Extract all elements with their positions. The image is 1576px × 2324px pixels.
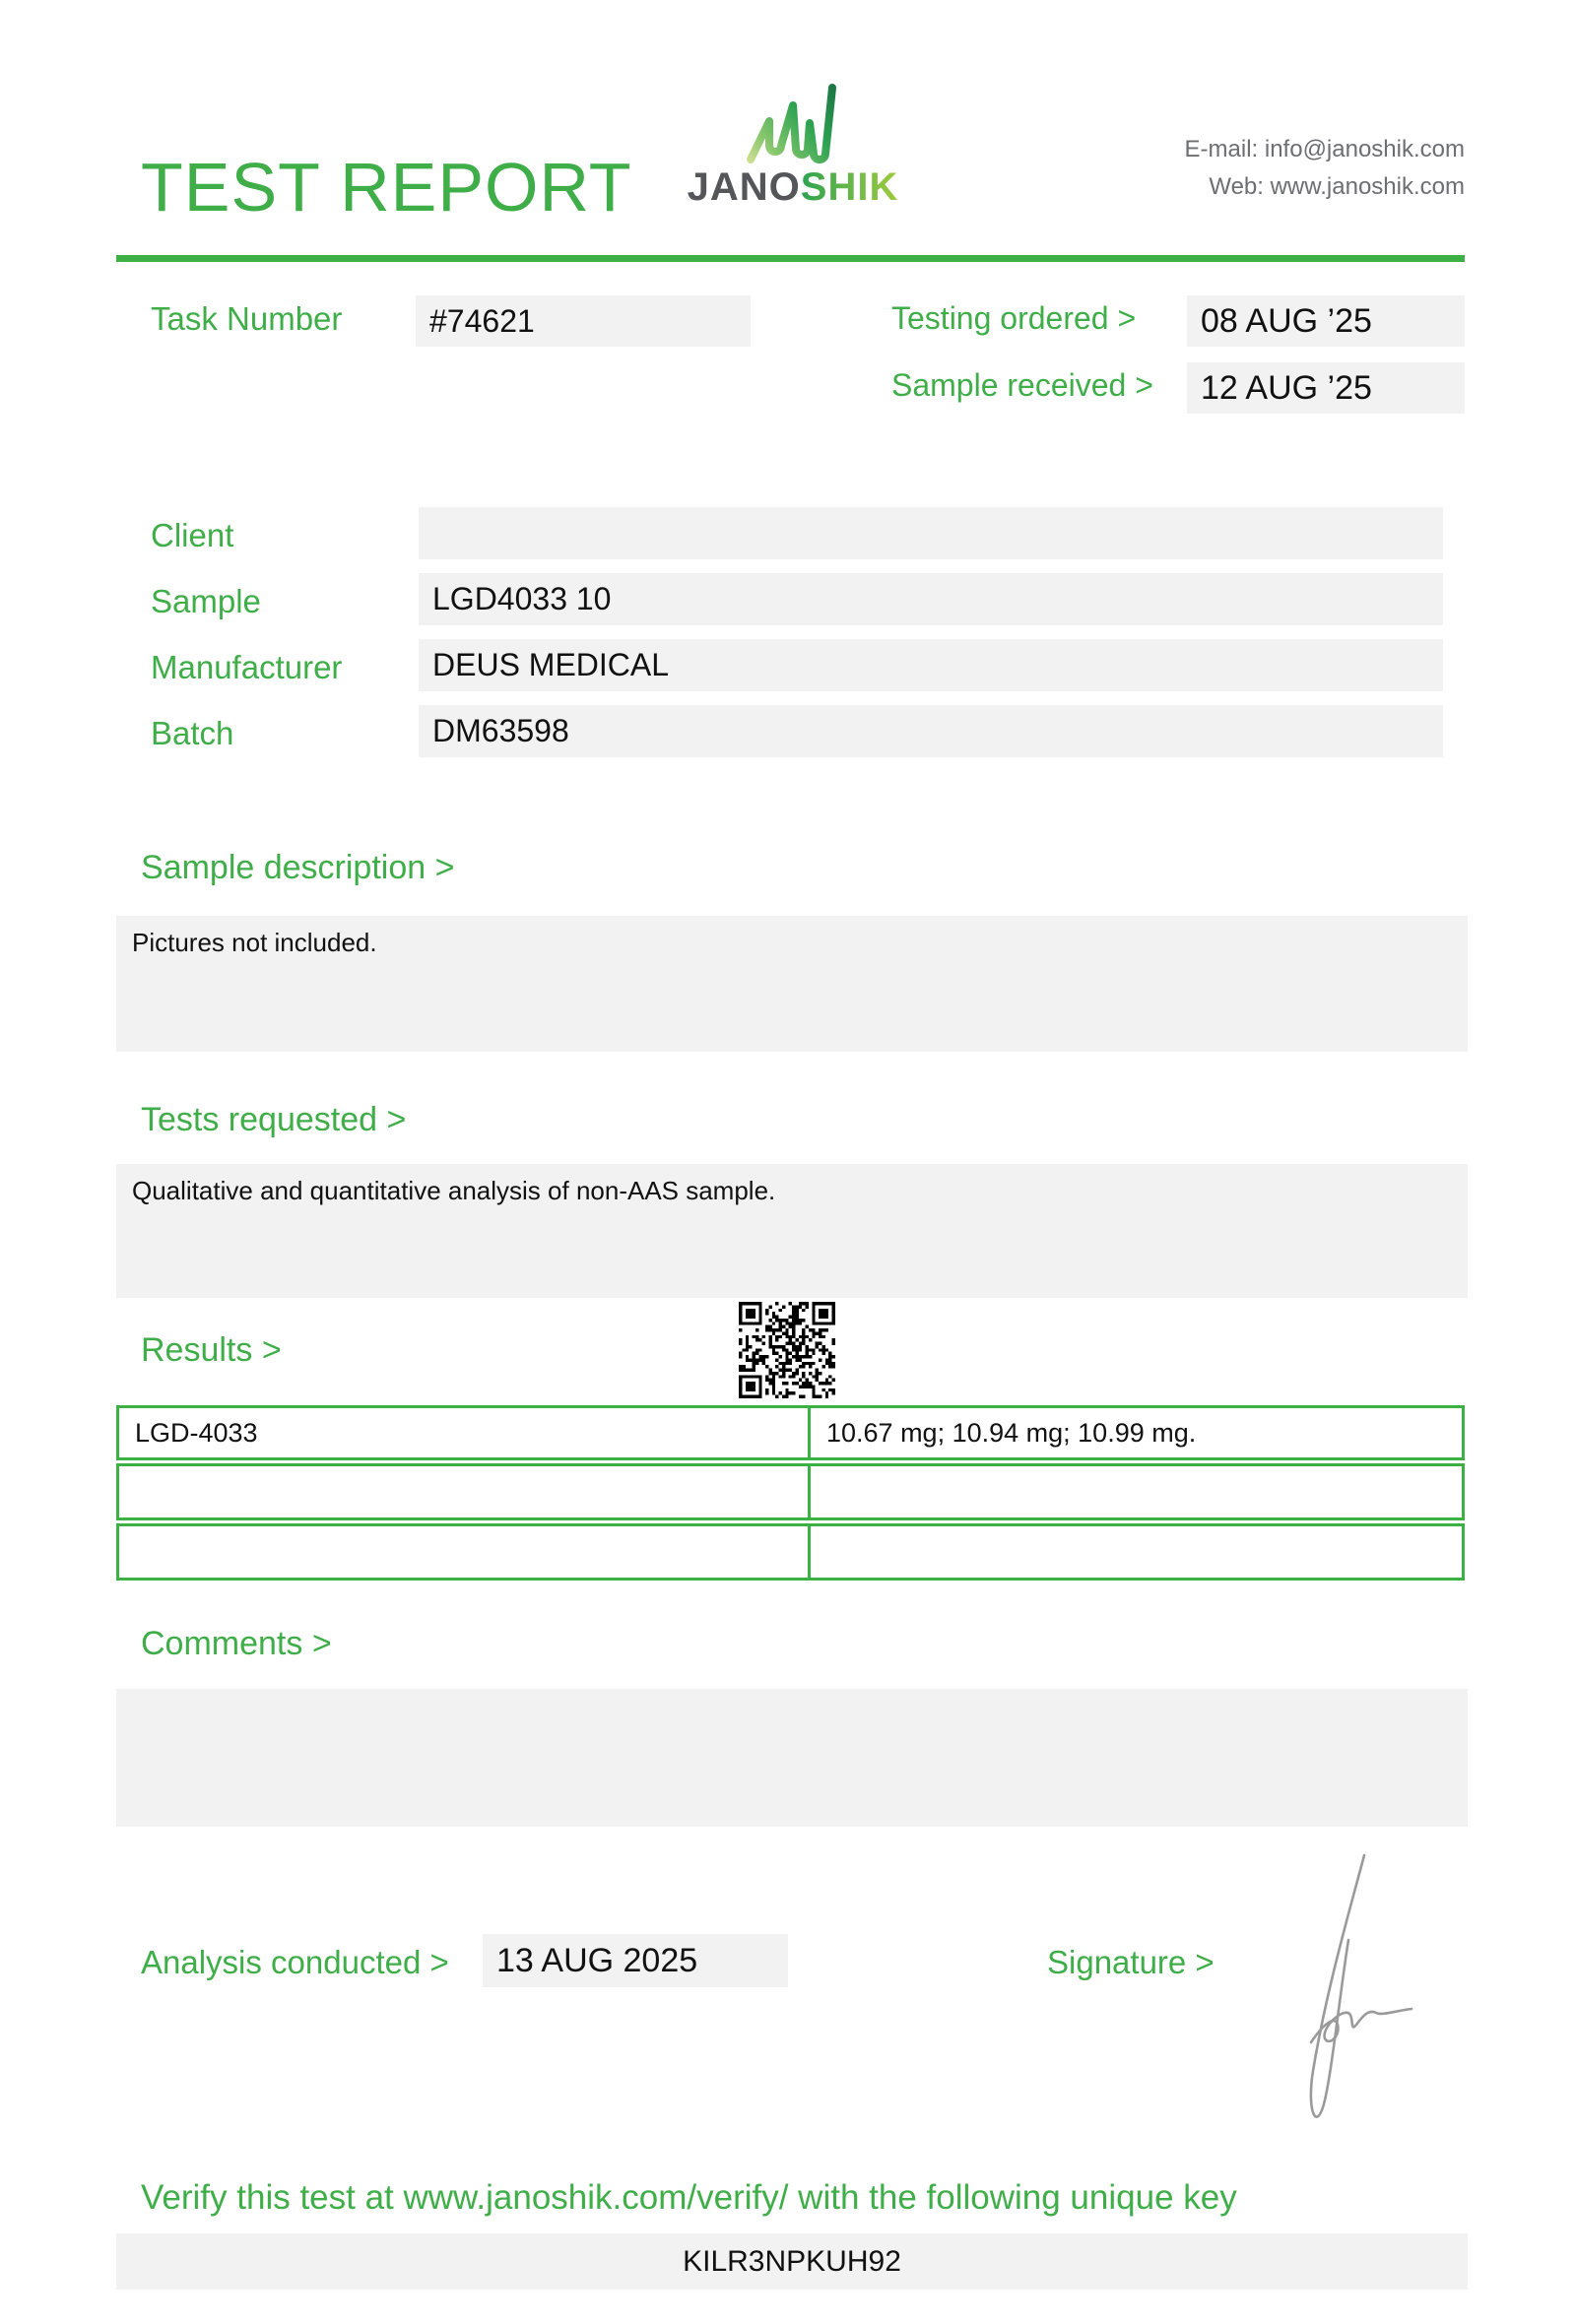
analysis-conducted-label: Analysis conducted > [141, 1944, 449, 1980]
results-heading: Results > [141, 1331, 282, 1369]
contact-email: E-mail: info@janoshik.com [1184, 136, 1465, 162]
page-title: TEST REPORT [141, 149, 632, 226]
results-table-row [116, 1523, 1465, 1581]
sample-description-box: Pictures not included. [116, 916, 1468, 1052]
field-value-client [419, 507, 1443, 559]
contact-block [985, 131, 1465, 206]
result-value: 10.67 mg; 10.94 mg; 10.99 mg. [826, 1417, 1197, 1448]
result-analyte: LGD-4033 [119, 1408, 811, 1457]
field-value-manufacturer: DEUS MEDICAL [419, 639, 1443, 691]
verify-instruction: Verify this test at www.janoshik.com/verify/ with the following unique key [141, 2178, 1237, 2217]
sample-description-heading: Sample description > [141, 849, 455, 886]
field-label-batch: Batch [151, 715, 234, 751]
task-number-value: #74621 [416, 295, 751, 347]
task-number-label: Task Number [151, 300, 343, 337]
analysis-conducted-value: 13 AUG 2025 [483, 1934, 788, 1987]
result-value [811, 1466, 1462, 1517]
brand-shik: SHIK [800, 165, 899, 209]
brand-wordmark [680, 165, 906, 210]
verify-key: KILR3NPKUH92 [116, 2233, 1468, 2290]
field-label-manufacturer: Manufacturer [151, 649, 343, 685]
brand-jano: JANO [687, 165, 801, 209]
comments-heading: Comments > [141, 1625, 332, 1662]
field-value-batch: DM63598 [419, 705, 1443, 757]
tests-requested-heading: Tests requested > [141, 1101, 407, 1138]
field-value-sample: LGD4033 10 [419, 573, 1443, 625]
signature-label: Signature > [1047, 1944, 1215, 1980]
header-divider [116, 255, 1465, 262]
contact-web: Web: www.janoshik.com [1209, 173, 1465, 200]
qr-code [739, 1302, 835, 1398]
signature-scribble [1266, 1849, 1423, 2145]
sample-received-value: 12 AUG ’25 [1187, 362, 1465, 414]
result-value [811, 1526, 1462, 1578]
tests-requested-box: Qualitative and quantitative analysis of non-AAS sample. [116, 1164, 1468, 1298]
field-label-sample: Sample [151, 583, 261, 619]
comments-box [116, 1689, 1468, 1827]
sample-received-label: Sample received > [891, 367, 1153, 403]
result-analyte [119, 1466, 811, 1517]
results-table-row [116, 1405, 1465, 1460]
testing-ordered-value: 08 AUG ’25 [1187, 295, 1465, 347]
results-table-row [116, 1463, 1465, 1520]
field-label-client: Client [151, 517, 234, 553]
janoshik-chart-logo-icon [737, 77, 839, 163]
result-analyte [119, 1526, 811, 1578]
testing-ordered-label: Testing ordered > [891, 300, 1137, 336]
